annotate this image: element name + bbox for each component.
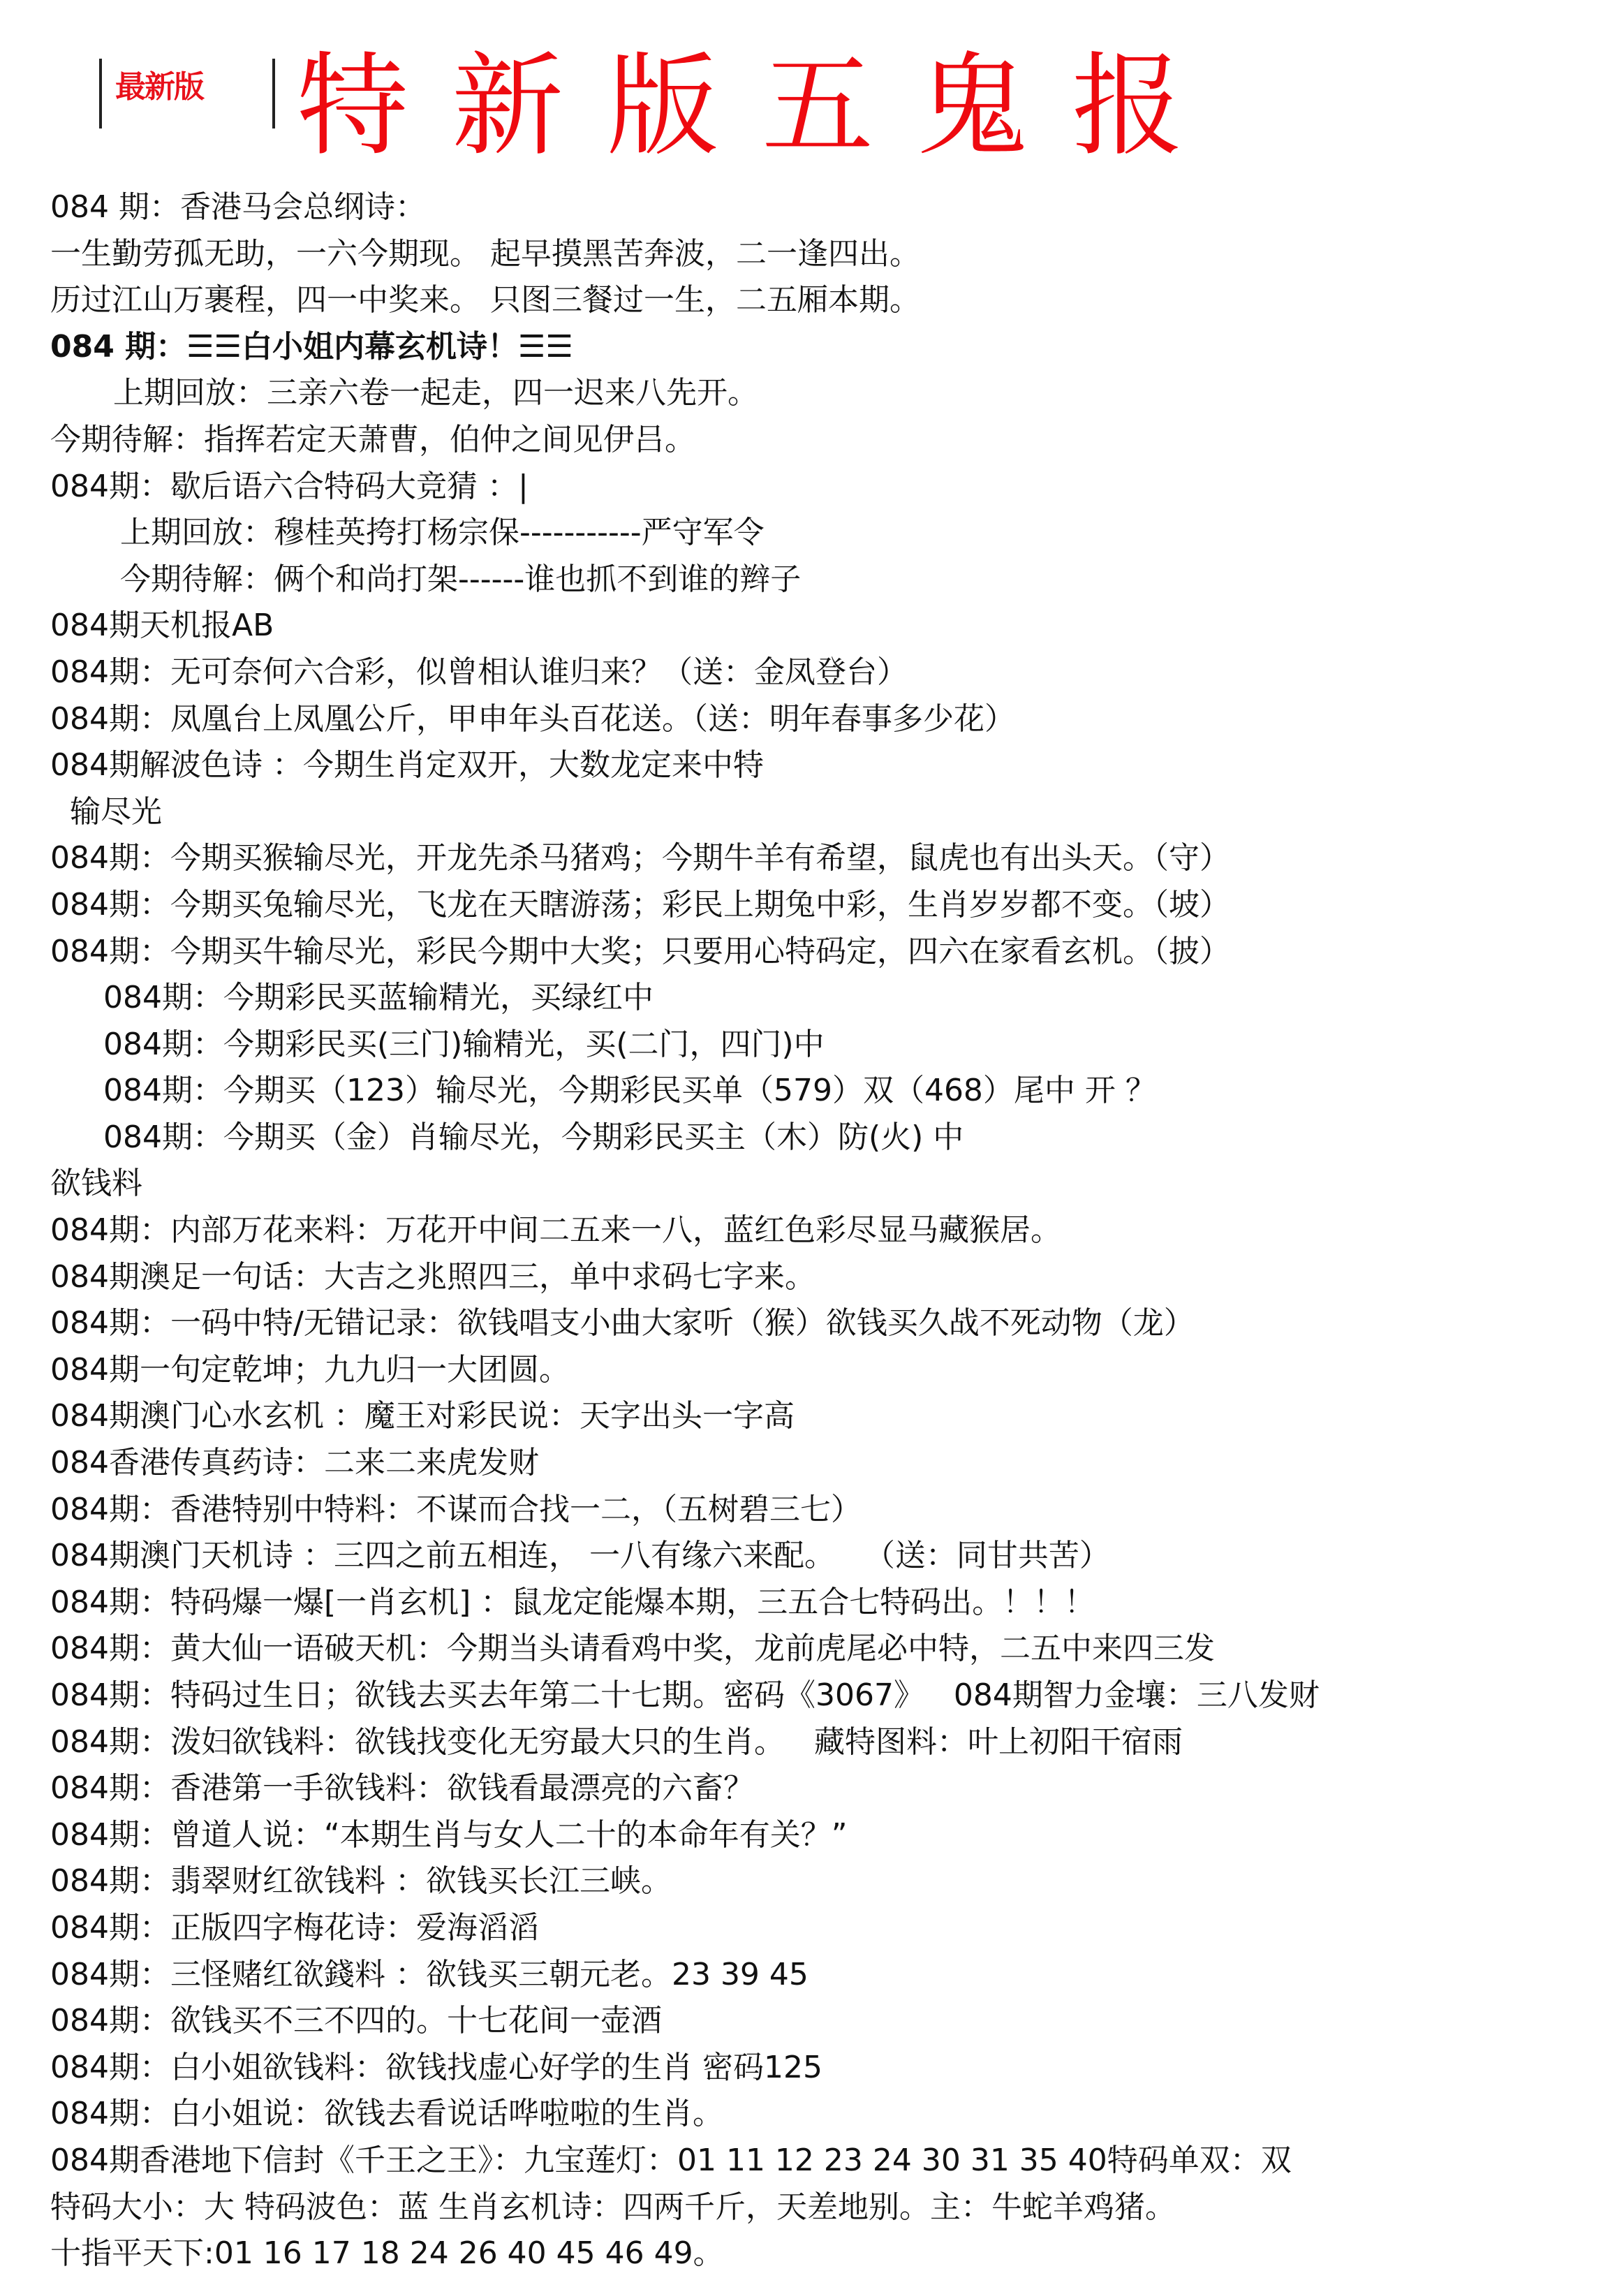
text-line: 084期：今期买（金）肖输尽光，今期彩民买主（木）防(火) 中 — [103, 1119, 964, 1155]
text-line: 084期：特码过生日；欲钱去买去年第二十七期。密码《3067》 084期智力金壤：三八发财 — [50, 1677, 1320, 1713]
text-line: 084期：今期买兔输尽光，飞龙在天瞎游荡；彩民上期兔中彩，生肖岁岁都不变。（坡） — [50, 886, 1230, 923]
text-line: 084期澳门心水玄机 ：魔王对彩民说：天字出头一字高 — [50, 1398, 795, 1434]
text-line: 084期解波色诗 ：今期生肖定双开，大数龙定来中特 — [50, 747, 764, 784]
text-line: 084期：歇后语六合特码大竞猜 ：| — [50, 468, 529, 504]
text-line: 084 期：香港马会总纲诗： — [50, 189, 426, 225]
text-line: 输尽光 — [70, 793, 162, 830]
text-line: 084期：欲钱买不三不四的。十七花间一壶酒 — [50, 2003, 662, 2039]
title-divider — [272, 59, 275, 128]
text-line: 084期：白小姐说：欲钱去看说话哗啦啦的生肖。 — [50, 2096, 723, 2132]
text-line: 084期：今期彩民买(三门)输精光，买(二门，四门)中 — [103, 1026, 825, 1062]
text-line: 084期：香港第一手欲钱料：欲钱看最漂亮的六畜？ — [50, 1770, 754, 1807]
text-line: 084香港传真药诗：二来二来虎发财 — [50, 1445, 539, 1481]
text-line: 今期待解：俩个和尚打架------谁也抓不到谁的辫子 — [120, 561, 802, 597]
text-line: 084期澳门天机诗 ：三四之前五相连， 一八有缘六来配。 （送：同甘共苦） — [50, 1538, 1110, 1574]
text-line: 084期：白小姐欲钱料：欲钱找虚心好学的生肖 密码125 — [50, 2049, 822, 2085]
text-line: 084期：凤凰台上凤凰公斤，甲申年头百花送。（送：明年春事多少花） — [50, 700, 1015, 737]
text-line: 084期：内部万花来料：万花开中间二五来一八，蓝红色彩尽显马藏猴居。 — [50, 1212, 1061, 1249]
header — [0, 0, 1624, 175]
text-line: 084期：翡翠财红欲钱料 ：欲钱买长江三峡。 — [50, 1863, 672, 1899]
text-line: 084期：三怪赌红欲錢料 ：欲钱买三朝元老。23 39 45 — [50, 1956, 809, 1992]
text-line: 084期：黄大仙一语破天机：今期当头请看鸡中奖，龙前虎尾必中特，二五中来四三发 — [50, 1631, 1215, 1667]
text-line: 084期：今期彩民买蓝输精光，买绿红中 — [103, 980, 654, 1016]
text-line: 上期回放：穆桂英挎打杨宗保-----------严守军令 — [120, 515, 765, 551]
text-line: 084期一句定乾坤；九九归一大团圆。 — [50, 1351, 570, 1388]
text-line: 084期：泼妇欲钱料：欲钱找变化无穷最大只的生肖。 藏特图料：叶上初阳干宿雨 — [50, 1724, 1183, 1760]
text-line: 084期：一码中特/无错记录：欲钱唱支小曲大家听（猴）欲钱买久战不死动物（龙） — [50, 1305, 1195, 1342]
text-line: 084期香港地下信封《千王之王》：九宝莲灯：01 11 12 23 24 30 31 35 40特码单双：双 — [50, 2142, 1292, 2178]
text-line: 084期：今期买（123）输尽光，今期彩民买单（579）双（468）尾中 开 ？ — [103, 1073, 1156, 1109]
text-line: 084期：今期买猴输尽光，开龙先杀马猪鸡；今期牛羊有希望，鼠虎也有出头天。（守） — [50, 840, 1230, 876]
text-line: 084期：特码爆一爆[一肖玄机] ：鼠龙定能爆本期，三五合七特码出。！！！ — [50, 1584, 1095, 1620]
text-line: 084 期：☰☰白小姐内幕玄机诗！☰☰ — [50, 328, 573, 365]
text-line: 一生勤劳孤无助，一六今期现。 起早摸黑苦奔波，二一逢四出。 — [50, 235, 920, 272]
text-line: 084期：香港特别中特料：不谋而合找一二，（五树碧三七） — [50, 1491, 862, 1527]
text-line: 084期天机报AB — [50, 608, 274, 644]
text-line: 十指平天下:01 16 17 18 24 26 40 45 46 49。 — [50, 2235, 724, 2272]
text-line: 上期回放：三亲六卷一起走，四一迟来八先开。 — [113, 375, 758, 411]
text-line: 084期：曾道人说：“本期生肖与女人二十的本命年有关？” — [50, 1816, 848, 1853]
text-line: 084期澳足一句话：大吉之兆照四三，单中求码七字来。 — [50, 1258, 815, 1295]
text-line: 084期：今期买牛输尽光，彩民今期中大奖；只要用心特码定，四六在家看玄机。（披） — [50, 933, 1230, 969]
text-line: 今期待解：指挥若定天萧曹，伯仲之间见伊吕。 — [50, 421, 695, 457]
text-line: 084期：正版四字梅花诗：爱海滔滔 — [50, 1909, 539, 1946]
article-body — [50, 184, 1600, 2277]
page-title: 特新版五鬼报 — [297, 41, 1227, 171]
edition-badge: 最新版 — [115, 69, 203, 105]
text-line: 历过江山万裹程，四一中奖来。 只图三餐过一生，二五厢本期。 — [50, 282, 920, 318]
text-line: 欲钱料 — [50, 1166, 142, 1202]
text-line: 084期：无可奈何六合彩，似曾相认谁归来？（送：金凤登台） — [50, 654, 908, 690]
left-divider — [99, 59, 102, 128]
text-line: 特码大小：大 特码波色：蓝 生肖玄机诗：四两千斤，天差地别。主：牛蛇羊鸡猪。 — [50, 2189, 1176, 2225]
